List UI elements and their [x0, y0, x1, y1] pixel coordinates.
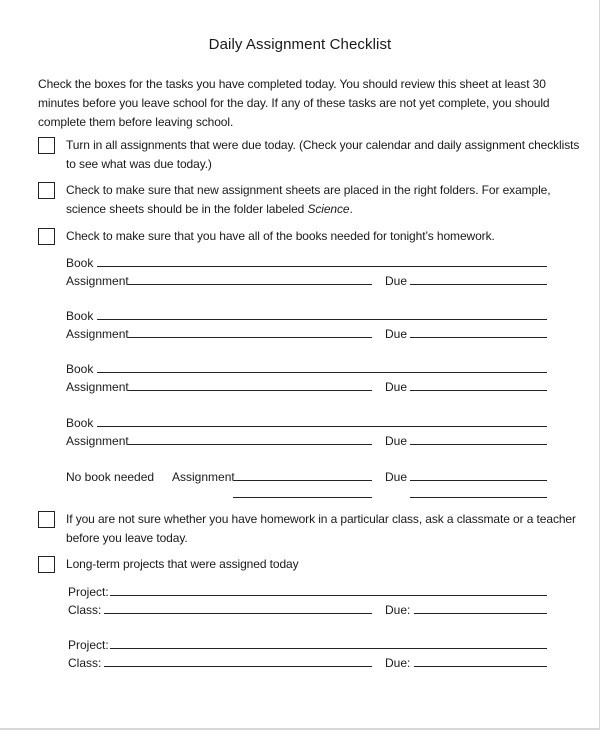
project-due-line-2[interactable] [414, 666, 547, 667]
project-label-1: Project: [68, 585, 109, 599]
task-folders-text-main: Check to make sure that new assignment sheets are placed in the right folders. For example, science sheets should be in the folder labeled [66, 183, 551, 216]
due-colon-label-2: Due: [385, 656, 411, 670]
checkbox-unsure[interactable] [38, 511, 55, 528]
class-label-2: Class: [68, 656, 102, 670]
assignment-line-1[interactable] [128, 284, 372, 285]
assignment-line-5a[interactable] [233, 480, 372, 481]
assignment-label-4: Assignment [66, 434, 129, 448]
due-line-4[interactable] [410, 444, 547, 445]
checkbox-folders[interactable] [38, 182, 55, 199]
assignment-label-3: Assignment [66, 380, 129, 394]
project-due-line-1[interactable] [414, 613, 547, 614]
assignment-label-1: Assignment [66, 274, 129, 288]
assignment-line-3[interactable] [128, 390, 372, 391]
task-books-text: Check to make sure that you have all of the books needed for tonight’s homework. [66, 229, 495, 243]
task-folders-text-end: . [349, 202, 353, 216]
book-label-4: Book [66, 416, 94, 430]
checkbox-long-term[interactable] [38, 556, 55, 573]
intro-paragraph: Check the boxes for the tasks you have completed today. You should review this sheet at least 30 minutes before you leave school for the day. If any of these tasks are not yet complete, you should complete them before leaving school. [38, 77, 550, 129]
assignment-line-4[interactable] [128, 444, 372, 445]
checkbox-turn-in[interactable] [38, 137, 55, 154]
due-line-3[interactable] [410, 390, 547, 391]
class-line-2[interactable] [104, 666, 372, 667]
assignment-line-5b[interactable] [233, 497, 372, 498]
due-colon-label-1: Due: [385, 603, 411, 617]
book-label-1: Book [66, 256, 94, 270]
due-line-2[interactable] [410, 337, 547, 338]
task-turn-in-text: Turn in all assignments that were due today. (Check your calendar and daily assignment checklists to see what was due today.) [66, 138, 580, 171]
due-label-2: Due [385, 327, 408, 341]
due-label-5: Due [385, 470, 408, 484]
book-line-2[interactable] [97, 319, 547, 320]
project-label-2: Project: [68, 638, 109, 652]
project-line-2[interactable] [110, 648, 547, 649]
due-label-4: Due [385, 434, 408, 448]
task-folders-text-emph: Science [307, 202, 350, 216]
assignment-line-2[interactable] [128, 337, 372, 338]
due-line-5b[interactable] [410, 497, 547, 498]
task-folders-text [66, 181, 581, 219]
book-line-3[interactable] [97, 372, 547, 373]
class-line-1[interactable] [104, 613, 372, 614]
book-line-4[interactable] [97, 426, 547, 427]
due-label-3: Due [385, 380, 408, 394]
book-line-1[interactable] [97, 266, 547, 267]
page-title: Daily Assignment Checklist [208, 36, 392, 53]
assignment-label-5: Assignment [172, 470, 235, 484]
due-line-1[interactable] [410, 284, 547, 285]
task-long-term-text: Long-term projects that were assigned today [66, 557, 299, 571]
book-label-2: Book [66, 309, 94, 323]
due-label-1: Due [385, 274, 408, 288]
due-line-5a[interactable] [410, 480, 547, 481]
book-label-3: Book [66, 362, 94, 376]
task-unsure-text: If you are not sure whether you have homework in a particular class, ask a classmate or a teacher before you leave today. [66, 512, 576, 545]
checkbox-books[interactable] [38, 228, 55, 245]
class-label-1: Class: [68, 603, 102, 617]
no-book-needed-label: No book needed [66, 470, 155, 484]
project-line-1[interactable] [110, 595, 547, 596]
assignment-label-2: Assignment [66, 327, 129, 341]
